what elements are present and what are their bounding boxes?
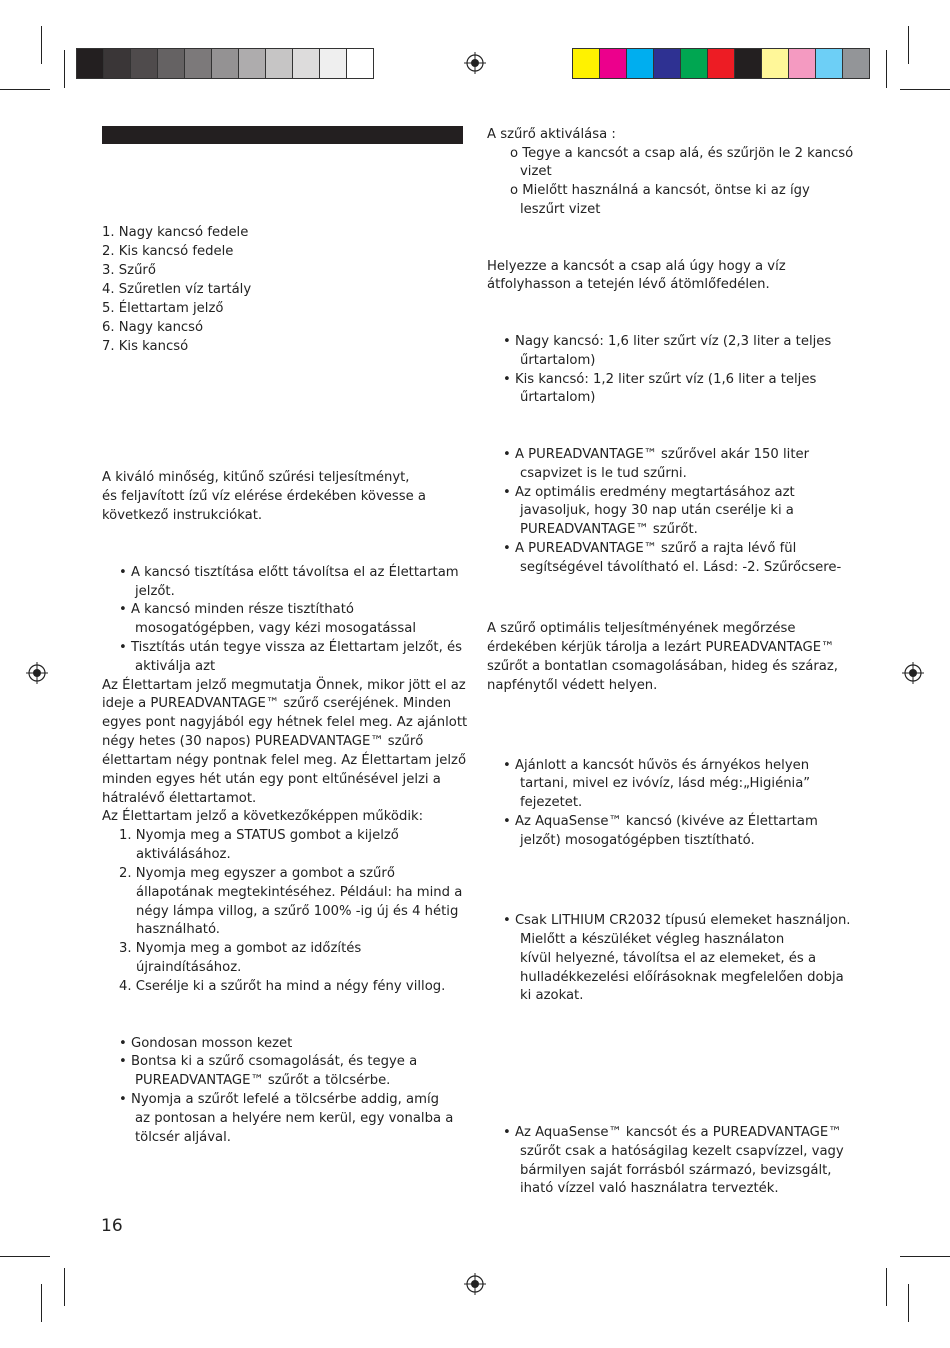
text-line: hátralévő élettartamot. (102, 791, 257, 806)
gray-swatch (212, 49, 239, 78)
crop-mark (900, 1256, 950, 1257)
text-line: napfénytől védett helyen. (487, 678, 658, 693)
gray-swatch (293, 49, 320, 78)
color-swatch (681, 49, 708, 78)
bullet-item: • A PUREADVANTAGE™ szűrő a rajta lévő fül (503, 541, 797, 556)
bullet-item: • Bontsa ki a szűrő csomagolását, és tegye a (119, 1054, 418, 1069)
crop-mark (41, 1284, 42, 1322)
list-continuation: vizet (520, 164, 552, 179)
step-continuation: aktiválásához. (136, 847, 231, 862)
text-line: A szűrő aktiválása : (487, 127, 616, 142)
list-item: 6. Nagy kancsó (102, 320, 204, 335)
list-item: 4. Szűretlen víz tartály (102, 282, 252, 297)
crop-mark (886, 50, 887, 88)
bullet-continuation: kívül helyezné, távolítsa el az elemeket, és a (520, 951, 817, 966)
text-line: A kiváló minőség, kitűnő szűrési teljesítményt, (102, 470, 410, 485)
step-item: 4. Cserélje ki a szűrőt ha mind a négy fény villog. (119, 979, 446, 994)
bullet-continuation: jelzőt. (135, 584, 175, 599)
crop-mark (900, 89, 950, 90)
text-line: élettartam négy pontnak felel meg. Az Élettartam jelző (102, 753, 467, 768)
grayscale-color-bar (76, 48, 374, 79)
bullet-item: • Csak LITHIUM CR2032 típusú elemeket használjon. (503, 913, 851, 928)
bullet-item: • Tisztítás után tegye vissza az Élettartam jelzőt, és (119, 640, 462, 655)
list-item: 2. Kis kancsó fedele (102, 244, 234, 259)
bullet-item: • Nyomja a szűrőt lefelé a tölcsérbe addig, amíg (119, 1092, 439, 1107)
bullet-item: • Az AquaSense™ kancsó (kivéve az Élettartam (503, 814, 818, 829)
bullet-item: • Nagy kancsó: 1,6 liter szűrt víz (2,3 liter a teljes (503, 334, 832, 349)
list-item: 5. Élettartam jelző (102, 301, 224, 316)
gray-swatch (347, 49, 373, 78)
text-line: Helyezze a kancsót a csap alá úgy hogy a víz (487, 259, 786, 274)
step-item: 2. Nyomja meg egyszer a gombot a szűrő (119, 866, 395, 881)
list-continuation: leszűrt vizet (520, 202, 601, 217)
text-line: következő instrukciókat. (102, 508, 263, 523)
gray-swatch (239, 49, 266, 78)
bullet-continuation: az pontosan a helyére nem kerül, egy vonalba a (135, 1111, 454, 1126)
text-line: Az Élettartam jelző a következőképpen működik: (102, 809, 424, 824)
color-swatch (816, 49, 843, 78)
gray-swatch (77, 49, 104, 78)
gray-swatch (320, 49, 347, 78)
text-line: szűrőt a bontatlan csomagolásában, hideg és száraz, (487, 659, 838, 674)
bullet-continuation: csapvizet is le tud szűrni. (520, 466, 687, 481)
text-line: és feljavított ízű víz elérése érdekében kövesse a (102, 489, 426, 504)
bullet-item: • Kis kancsó: 1,2 liter szűrt víz (1,6 liter a teljes (503, 372, 817, 387)
gray-swatch (131, 49, 158, 78)
text-line: egyes pont nagyjából egy hétnek felel meg. Az ajánlott (102, 715, 468, 730)
registration-mark-icon (464, 1273, 486, 1295)
process-color-bar (572, 48, 870, 79)
section-title-bar (102, 126, 463, 144)
step-item: 3. Nyomja meg a gombot az időzítés (119, 941, 362, 956)
bullet-item: • Az optimális eredmény megtartásához azt (503, 485, 795, 500)
color-swatch (708, 49, 735, 78)
crop-mark (908, 1284, 909, 1322)
color-swatch (843, 49, 869, 78)
color-swatch (735, 49, 762, 78)
bullet-item: • A kancsó minden része tisztítható (119, 602, 354, 617)
text-line: átfolyhasson a tetején lévő átömlőfedélen. (487, 277, 770, 292)
bullet-continuation: bármilyen saját forrásból származó, bevizsgált, (520, 1163, 832, 1178)
bullet-continuation: aktiválja azt (135, 659, 216, 674)
bullet-continuation: javasoljuk, hogy 30 nap után cserélje ki a (520, 503, 794, 518)
list-item: o Tegye a kancsót a csap alá, és szűrjön le 2 kancsó (510, 146, 854, 161)
crop-mark (41, 26, 42, 64)
step-item: 1. Nyomja meg a STATUS gombot a kijelző (119, 828, 399, 843)
gray-swatch (158, 49, 185, 78)
color-swatch (654, 49, 681, 78)
step-continuation: állapotának megtekintéséhez. Például: ha mind a (136, 885, 463, 900)
list-item: 1. Nagy kancsó fedele (102, 225, 249, 240)
bullet-item: • A PUREADVANTAGE™ szűrővel akár 150 liter (503, 447, 810, 462)
bullet-continuation: űrtartalom) (520, 390, 596, 405)
bullet-continuation: mosogatógépben, vagy kézi mosogatással (135, 621, 416, 636)
bullet-continuation: űrtartalom) (520, 353, 596, 368)
text-line: Az Élettartam jelző megmutatja Önnek, mikor jött el az (102, 678, 466, 693)
text-line: négy hetes (30 napos) PUREADVANTAGE™ szűrő (102, 734, 424, 749)
bullet-continuation: szűrőt csak a hatóságilag kezelt csapvízzel, vagy (520, 1144, 844, 1159)
text-line: minden egyes hét után egy pont eltűnésével jelzi a (102, 772, 441, 787)
bullet-continuation: iható vízzel való használatra tervezték. (520, 1181, 779, 1196)
page-number: 16 (101, 1216, 123, 1236)
bullet-continuation: segítségével távolítható el. Lásd: -2. Szűrőcsere- (520, 560, 842, 575)
list-item: 3. Szűrő (102, 263, 156, 278)
list-item: o Mielőtt használná a kancsót, öntse ki az így (510, 183, 810, 198)
bullet-continuation: jelzőt) mosogatógépben tisztítható. (520, 833, 755, 848)
list-item: 7. Kis kancsó (102, 339, 189, 354)
bullet-continuation: hulladékkezelési előírásoknak megfelelően dobja (520, 970, 844, 985)
crop-mark (0, 89, 50, 90)
bullet-continuation: tartani, mivel ez ivóvíz, lásd még:„Higiénia” (520, 776, 811, 791)
gray-swatch (266, 49, 293, 78)
color-swatch (789, 49, 816, 78)
crop-mark (64, 1268, 65, 1306)
bullet-continuation: tölcsér aljával. (135, 1130, 231, 1145)
gray-swatch (185, 49, 212, 78)
color-swatch (762, 49, 789, 78)
crop-mark (886, 1268, 887, 1306)
color-swatch (627, 49, 654, 78)
registration-mark-icon (464, 52, 486, 74)
crop-mark (908, 26, 909, 64)
color-swatch (600, 49, 627, 78)
bullet-continuation: PUREADVANTAGE™ szűrőt a tölcsérbe. (135, 1073, 391, 1088)
text-line: ideje a PUREADVANTAGE™ szűrő cseréjének. Minden (102, 696, 452, 711)
color-swatch (573, 49, 600, 78)
bullet-item: • A kancsó tisztítása előtt távolítsa el az Élettartam (119, 565, 459, 580)
bullet-continuation: Mielőtt a készüléket végleg használaton (520, 932, 785, 947)
bullet-continuation: fejezetet. (520, 795, 583, 810)
crop-mark (0, 1256, 50, 1257)
text-line: A szűrő optimális teljesítményének megőrzése (487, 621, 796, 636)
registration-mark-icon (902, 662, 924, 684)
gray-swatch (104, 49, 131, 78)
bullet-item: • Az AquaSense™ kancsót és a PUREADVANTAGE™ (503, 1125, 842, 1140)
registration-mark-icon (26, 662, 48, 684)
bullet-continuation: PUREADVANTAGE™ szűrőt. (520, 522, 698, 537)
step-continuation: négy lámpa villog, a szűrő 100% -ig új és 4 hétig (136, 904, 459, 919)
step-continuation: használható. (136, 922, 220, 937)
bullet-continuation: ki azokat. (520, 988, 584, 1003)
bullet-item: • Ajánlott a kancsót hűvös és árnyékos helyen (503, 758, 810, 773)
bullet-item: • Gondosan mosson kezet (119, 1036, 293, 1051)
text-line: érdekében kérjük tárolja a lezárt PUREADVANTAGE™ (487, 640, 835, 655)
crop-mark (64, 50, 65, 88)
step-continuation: újraindításához. (136, 960, 242, 975)
